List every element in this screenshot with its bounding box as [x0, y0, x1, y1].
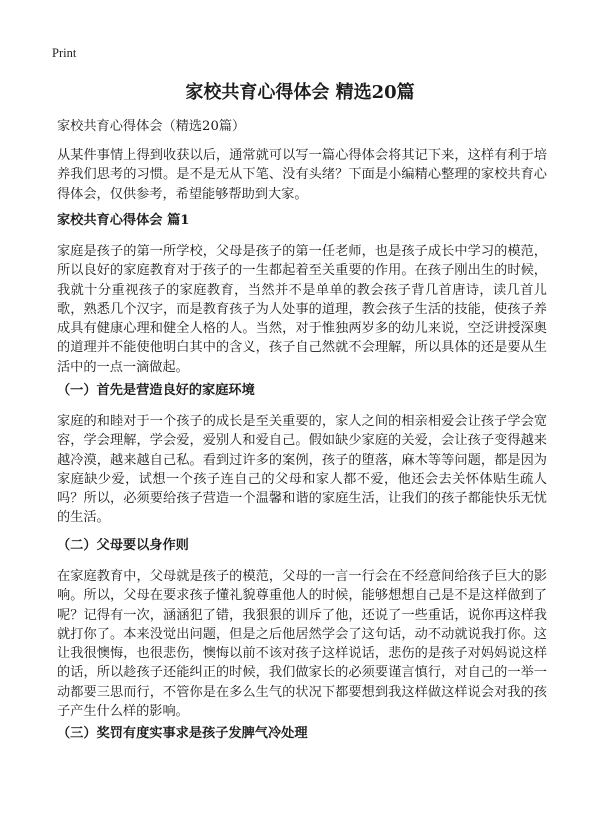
intro-paragraph: 从某件事情上得到收获以后，通常就可以写一篇心得体会将其记下来，这样有利于培养我们思考的习惯。是不是无从下笔、没有头绪？下面是小编精心整理的家校共育心得体会，仅供参考，希望能够帮助到大家。	[57, 148, 547, 202]
section-heading-1: （一）首先是营造良好的家庭环境	[57, 383, 255, 398]
section-heading-3: （三）奖罚有度实事求是孩子发脾气冷处理	[57, 726, 308, 741]
section-paragraph-1: 家庭的和睦对于一个孩子的成长是至关重要的，家人之间的相亲相爱会让孩子学会宽容，学会理解，学会爱，爱别人和爱自己。假如缺少家庭的关爱，会让孩子变得越来越冷漠，越来越自己私。看到过许多的案例，孩子的堕落，麻木等等问题，都是因为家庭缺少爱，试想一个孩子连自己的父母和家人都不爱，他还会去关怀体贴生疏人吗？所以，必须要给孩子营造一个温馨和谐的家庭生活，让我们的孩子都能快乐无忧的生活。	[57, 414, 547, 526]
section-heading-2: （二）父母要以身作则	[57, 538, 189, 553]
section-paragraph-2: 在家庭教育中，父母就是孩子的模范，父母的一言一行会在不经意间给孩子巨大的影响。所以，父母在要求孩子懂礼貌尊重他人的时候，能够想想自己是不是这样做到了呢？记得有一次，涵涵犯了错，我狠狠的训斥了他，还说了一些重话，说你再这样我就打你了。本来没觉出问题，但是之后他居然学会了这句话，动不动就说我打你。这让我很懊悔，也很悲伤，懊悔以前不该对孩子这样说话，悲伤的是孩子对妈妈说这样的话，所以趁孩子还能纠正的时候，我们做家长的必须要谨言慎行，对自己的一举一动都要三思而行，不管你是在多么生气的状况下都要想到我这样做这样说会对我的孩子产生什么样的影响。	[57, 569, 547, 720]
article-heading: 家校共育心得体会 篇1	[57, 213, 190, 228]
article-paragraph: 家庭是孩子的第一所学校，父母是孩子的第一任老师，也是孩子成长中学习的模范，所以良好的家庭教育对于孩子的一生都起着至关重要的作用。在孩子刚出生的时候，我就十分重视孩子的家庭教育，当然并不是单单的教会孩子背几首唐诗，读几首儿歌，熟悉几个汉字，而是教育孩子为人处事的道理，教会孩子生活的技能，使孩子养成具有健康心理和健全人格的人。当然，对于惟独两岁多的幼儿来说，空泛讲授深奥的道理并不能使他明白其中的含义，孩子自己然就不会理解，所以具体的还是要从生活中的一点一滴做起。	[57, 244, 547, 375]
print-link[interactable]: Print	[52, 46, 77, 60]
document-subtitle: 家校共育心得体会（精选20篇）	[57, 119, 246, 134]
page-title: 家校共育心得体会 精选20篇	[185, 82, 415, 103]
